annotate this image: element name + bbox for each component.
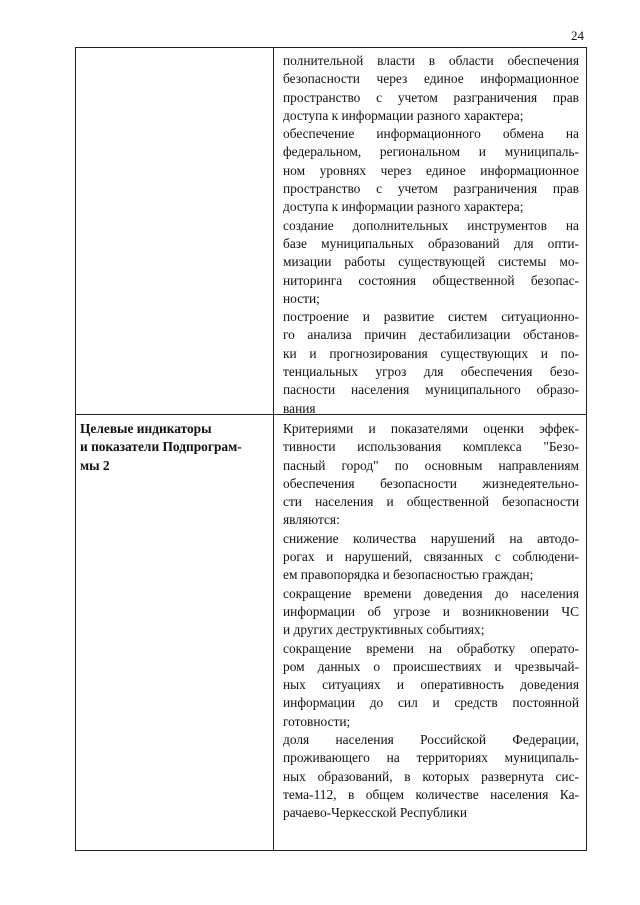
text-line: тема-112, в общем количестве населения Ка- [283, 786, 579, 802]
text-line: го анализа причин дестабилизации обстанов- [283, 327, 579, 343]
text-line: ниторинга состояния общественной безопас- [283, 272, 579, 288]
text-line: проживающего на территориях муниципаль- [283, 750, 579, 766]
row1-content-cell [283, 52, 579, 418]
text-line: рачаево-Черкесской Республики [283, 805, 467, 821]
text-line: пространство с учетом разграничения прав [283, 89, 579, 105]
text-line: сокращение времени на обработку операто- [283, 640, 579, 656]
text-line: информации до сил и средств постоянной [283, 695, 579, 711]
text-line: обеспечение информационного обмена на [283, 126, 579, 142]
text-line: ных образований, в которых развернута сис- [283, 768, 579, 784]
row2-content-cell [283, 420, 579, 823]
text-line: безопасности через единое информационное [283, 71, 579, 87]
text-line: доступа к информации разного характера; [283, 107, 524, 123]
text-line: и других деструктивных событиях; [283, 622, 485, 638]
text-line: полнительной власти в области обеспечения [283, 53, 579, 68]
text-line: ем правопорядка и безопасностью граждан; [283, 567, 534, 583]
label-line: мы 2 [80, 457, 110, 473]
text-line: пасный город" по основным направлениям [283, 457, 579, 473]
label-line: Целевые индикаторы [80, 421, 212, 436]
text-line: информации об угрозе и возникновении ЧС [283, 603, 579, 619]
text-line: сокращение времени доведения до населения [283, 585, 579, 601]
text-line: базе муниципальных образований для опти- [283, 235, 579, 251]
text-line: построение и развитие систем ситуационно- [283, 309, 579, 325]
text-line: вания [283, 400, 316, 416]
column-divider [273, 48, 274, 850]
text-line: создание дополнительных инструментов на [283, 217, 579, 233]
text-line: снижение количества нарушений на автодо- [283, 530, 579, 546]
text-line: ном уровнях через единое информационное [283, 162, 579, 178]
label-line: и показатели Подпрограм- [80, 439, 242, 455]
text-line: тивности использования комплекса "Безо- [283, 439, 579, 455]
text-line: доступа к информации разного характера; [283, 199, 524, 215]
text-line: являются: [283, 512, 340, 528]
text-line: ки и прогнозирования существующих и по- [283, 345, 579, 361]
text-line: федеральном, региональном и муниципаль- [283, 144, 579, 160]
page-number: 24 [571, 28, 584, 43]
text-line: обеспечения безопасности жизнедеятельно- [283, 475, 579, 491]
text-line: мизации работы существующей системы мо- [283, 254, 579, 270]
text-line: ром данных о происшествиях и чрезвычай- [283, 658, 579, 674]
text-line: Критериями и показателями оценки эффек- [283, 421, 579, 436]
row2-label-cell [80, 420, 268, 475]
document-table [75, 47, 587, 851]
text-line: тенциальных угроз для обеспечения безо- [283, 364, 579, 380]
text-line: ных ситуациях и оперативность доведения [283, 677, 579, 693]
text-line: доля населения Российской Федерации, [283, 732, 579, 748]
text-line: сти населения и общественной безопасности [283, 494, 579, 510]
text-line: ности; [283, 290, 320, 306]
text-line: рогах и нарушений, связанных с соблюдени- [283, 549, 579, 565]
text-line: пасности населения муниципального образо- [283, 382, 579, 398]
text-line: пространство с учетом разграничения прав [283, 181, 579, 197]
text-line: готовности; [283, 713, 351, 729]
